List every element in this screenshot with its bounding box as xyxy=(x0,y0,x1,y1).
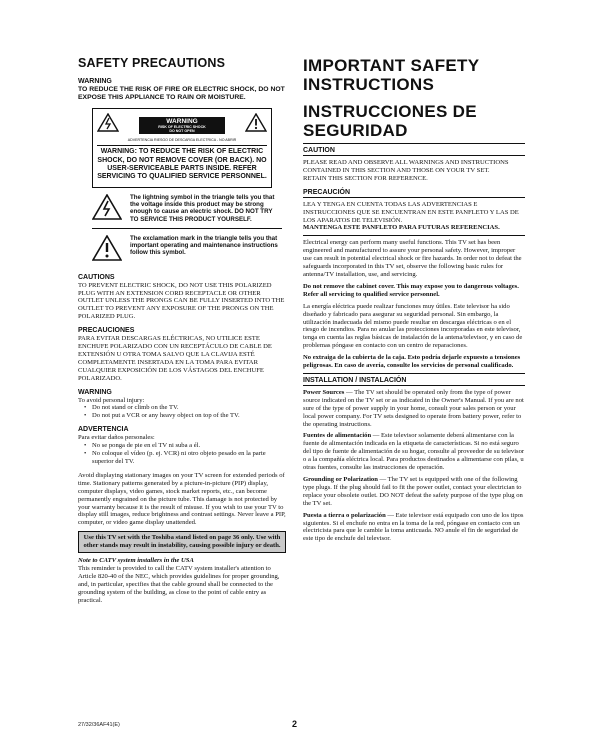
lightning-explanation: The lightning symbol in the triangle tells you that the voltage inside this product may be strong enough to cause an electric shock. DO NOT TRY TO SERVICE THIS PRODUCT YOURSELF. xyxy=(130,193,275,223)
warning-label-line2: RISK OF ELECTRIC SHOCK xyxy=(158,124,206,129)
lightning-triangle-icon xyxy=(97,113,119,137)
fuentes-paragraph xyxy=(303,432,525,472)
stand-warning-note: Use this TV set with the Toshiba stand listed on page 36 only. Use with other stands may result in instability, causing possible injury or death. xyxy=(78,531,286,553)
cubierta-warning: No extraiga de la cubierta de la caja. Esto podría dejarle expuesto a tensiones peligrosas. En caso de avería, consulte los servicios de personal cualificado. xyxy=(303,354,521,370)
warning-text: TO REDUCE THE RISK OF FIRE OR ELECTRIC SHOCK, DO NOT EXPOSE THIS APPLIANCE TO RAIN OR MOISTURE. xyxy=(78,86,285,102)
warning-box-body: WARNING: TO REDUCE THE RISK OF ELECTRIC SHOCK, DO NOT REMOVE COVER (OR BACK). NO USER-SERVICEABLE PARTS INSIDE. REFER SERVICING TO QUALIFIED SERVICE PERSONNEL. xyxy=(97,145,267,181)
precaucion-text: LEA Y TENGA EN CUENTA TODAS LAS ADVERTENCIAS E INSTRUCCIONES QUE SE ENCUENTRAN EN ESTE PANFLETO Y LAS DE LOS APARATOS DE TELEVISIÓN. xyxy=(303,200,519,224)
divider xyxy=(92,228,282,229)
puesta-tierra-text: — Este televisor está equipado con uno de los tipos siguientes. Si el enchufe no entra en la toma de la red, póngase en contacto con un electricista para que le cambie la toma anticuada. NO anule el fin de seguridad de este tipo de enchufe del televisor. xyxy=(303,511,524,543)
precauciones-text: PARA EVITAR DESCARGAS ELÉCTRICAS, NO UTILICE ESTE ENCHUFE POLARIZADO CON UN RECEPTÁCULO DE CABLE DE EXTENSIÓN U OTRA TOMA SALVO QUE LA CLAVIJA ESTÉ COMPLETAMENTE INSERTADA EN LA TOMA PARA EVITAR CUALQUIER EXPOSICIÓN DE LOS VÁSTAGOS DEL ENCHUFE POLARIZADO. xyxy=(78,335,272,382)
warning-label-title: WARNING xyxy=(166,117,198,125)
left-column xyxy=(78,56,286,605)
list-item: • No coloque el vídeo (p. ej. VCR) ni otro objeto pesado en la parte superior del TV. xyxy=(86,450,286,466)
fuentes-heading: Fuentes de alimentación xyxy=(303,432,372,440)
cautions-text: TO PREVENT ELECTRIC SHOCK, DO NOT USE THIS POLARIZED PLUG WITH AN EXTENSION CORD RECEPTACLE OR OTHER OUTLET UNLESS THE PRONGS CAN BE FULLY INSERTED INTO THE OUTLET TO PREVENT ANY EXPOSURE OF THE PRONGS ON THE POLARIZED PLUG. xyxy=(78,281,285,321)
exclamation-triangle-icon xyxy=(245,113,267,137)
divider xyxy=(303,197,525,198)
energia-electrica-text: La energía eléctrica puede realizar funciones muy útiles. Este televisor ha sido diseñado y fabricado para asegurar su seguridad personal. Sin embargo, la utilización inadecuada del mismo puede resultar en descargas eléctricas o en el riesgo de incendios. Para no anular las protecciones incorporadas en este televisor, tenga en cuenta las reglas básicas de instalación de la antena/televisor, y en caso de problemas póngase en contacto con un centro de reparaciones. xyxy=(303,302,523,350)
puesta-tierra-heading: Puesta a tierra o polarización xyxy=(303,511,386,519)
lightning-triangle-icon xyxy=(92,194,122,225)
exclamation-symbol-row xyxy=(78,235,286,266)
puesta-tierra-paragraph xyxy=(303,512,525,544)
model-code: 27/32/36AF41(E) xyxy=(78,722,120,728)
power-sources-paragraph xyxy=(303,389,525,429)
warning-label-line3: DO NOT OPEN xyxy=(169,128,195,133)
warning-label xyxy=(139,117,225,134)
lightning-symbol-row xyxy=(78,194,286,225)
divider xyxy=(303,143,525,144)
power-sources-text: — The TV set should be operated only from the type of power source indicated on the TV set or as indicated in the Owner's Manual. If you are not sure of the type of power supply in your home, consult your sales person or your local power company. For TV sets designed to operate from battery power, refer to the operating instructions. xyxy=(303,388,524,428)
warning-label-spanish: ADVERTENCIA RIESGO DE DESCARGA ELECTRICA - NO ABRIR xyxy=(127,138,237,143)
fuentes-text: — Este televisor solamente deberá alimentarse con la fuente de alimentación indicada en la etiqueta de características. Si no está seguro del tipo de fuente de alimentación de su hogar, consulte al proveedor de su televisor o a la compañía eléctrica local. Para productos destinados a alimentarse con pilas, u otras fuentes, consulte las instrucciones de operación. xyxy=(303,432,525,472)
caution-retain: RETAIN THIS SECTION FOR REFERENCE. xyxy=(303,174,428,182)
advertencia-list xyxy=(78,442,286,466)
advertencia-intro: Para evitar daños personales: xyxy=(78,434,155,442)
list-item: • No se ponga de pie en el TV ni suba a él. xyxy=(86,442,286,450)
cabinet-cover-warning: Do not remove the cabinet cover. This may expose you to dangerous voltages. Refer all servicing to qualified service personnel. xyxy=(303,282,519,298)
warning-injury-list xyxy=(78,404,286,420)
power-sources-heading: Power Sources xyxy=(303,388,345,396)
precaucion-subheading: PRECAUCIÓN xyxy=(303,188,351,196)
precaucion-keep: MANTENGA ESTE PANFLETO PARA FUTURAS REFERENCIAS. xyxy=(303,224,500,232)
caution-subheading: CAUTION xyxy=(303,147,335,154)
precauciones-subheading: PRECAUCIONES xyxy=(78,327,135,335)
warning-injury-subheading: WARNING xyxy=(78,388,112,396)
stationary-images-text: Avoid displaying stationary images on your TV screen for extended periods of time. Stationary patterns generated by a picture-in-picture (PIP) display, computer displays, video games, stock market reports, etc., can become permanently engrained on the picture tube. This damage is not protected by your warranty because it is the result of misuse. If you wish to use your TV to display still images, reduce brightness and contrast settings. Never leave a PIP, computer, or video game display unattended. xyxy=(78,471,286,527)
catv-note-text: This reminder is provided to call the CATV system installer's attention to Article 820-40 of the NEC, which provides guidelines for proper grounding, and, in particular, specifies that the cable ground shall be connected to the grounding system of the building, as close to the point of cable entry as practical. xyxy=(78,564,280,604)
advertencia-subheading: ADVERTENCIA xyxy=(78,426,129,434)
grounding-paragraph xyxy=(303,476,525,508)
exclamation-explanation: The exclamation mark in the triangle tells you that important operating and maintenance instructions follow this symbol. xyxy=(130,234,278,257)
divider xyxy=(303,155,525,156)
warning-label-header xyxy=(97,113,267,137)
caution-text: PLEASE READ AND OBSERVE ALL WARNINGS AND INSTRUCTIONS CONTAINED IN THIS SECTION AND THOSE ON YOUR TV SET. xyxy=(303,159,509,174)
safety-precautions-heading: SAFETY PRECAUTIONS xyxy=(78,56,226,70)
warning-subheading: WARNING xyxy=(78,78,112,85)
list-item: • Do not stand or climb on the TV. xyxy=(86,404,286,412)
right-column xyxy=(303,56,525,543)
warning-label-box xyxy=(92,108,272,187)
list-item: • Do not put a VCR or any heavy object on top of the TV. xyxy=(86,412,286,420)
grounding-heading: Grounding or Polarization xyxy=(303,476,378,483)
divider xyxy=(303,235,525,236)
exclamation-triangle-icon xyxy=(92,235,122,266)
installation-subheading: INSTALLATION / INSTALACIÓN xyxy=(303,376,407,384)
divider xyxy=(303,385,525,386)
catv-note-heading: Note to CATV system installers in the USA xyxy=(78,557,194,565)
warning-injury-intro: To avoid personal injury: xyxy=(78,396,145,404)
page-number: 2 xyxy=(292,719,298,729)
grounding-text: — The TV set is equipped with one of the following type plugs. If the plug should fail to fit the power outlet, contact your electrician to replace your obsolete outlet. DO NOT defeat the safety purpose of the type plug on the TV set. xyxy=(303,476,523,507)
divider xyxy=(303,373,525,374)
cautions-subheading: CAUTIONS xyxy=(78,273,115,281)
electrical-energy-text: Electrical energy can perform many useful functions. This TV set has been engineered and manufactured to assure your personal safety. However, improper use can result in potential electrical shock or fire hazards. In order not to defeat the safeguards incorporated in this TV set, observe the following basic rules for antenna/TV installation, use, and servicing. xyxy=(303,239,522,278)
safety-instructions-title: IMPORTANT SAFETY INSTRUCTIONS xyxy=(303,56,480,94)
instrucciones-title: INSTRUCCIONES DE SEGURIDAD xyxy=(303,102,477,140)
